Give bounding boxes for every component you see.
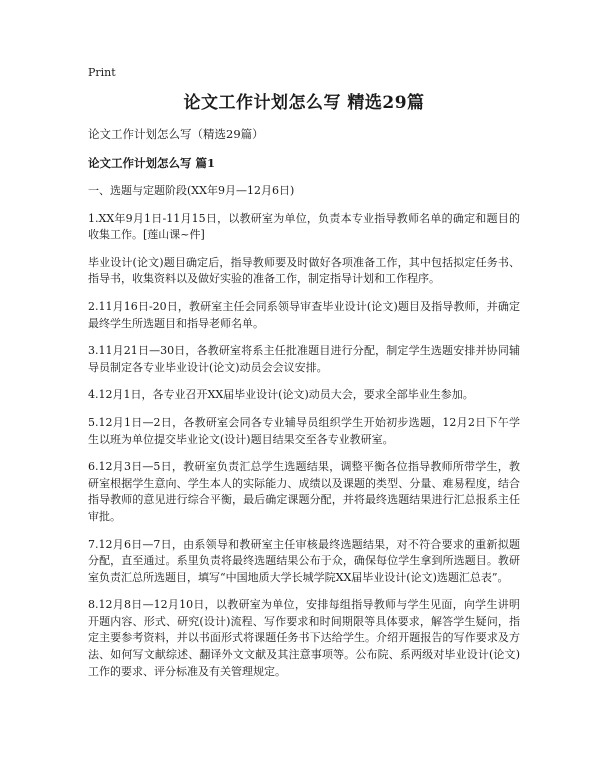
paragraph-1-detail: 毕业设计(论文)题目确定后，指导教师要及时做好各项准备工作，其中包括拟定任务书、指导书，收集资料以及做好实验的准备工作，制定指导计划和工作程序。 bbox=[88, 255, 520, 286]
paragraph-8: 8.12月8日—12月10日，以教研室为单位，安排每组指导教师与学生见面，向学生讲明开题内容、形式、研究(设计)流程、写作要求和时间期限等具体要求，解答学生疑问，指定主要参考资料，并以书面形式将课题任务书下达给学生。介绍开题报告的写作要求及方法、如何写文献综述、翻译外文文献及其注意事项等。公布院、系两级对毕业设计(论文)工作的要求、评分标准及有关管理规定。 bbox=[88, 598, 520, 678]
document-title: 论文工作计划怎么写 精选29篇 bbox=[183, 93, 425, 113]
paragraph-1: 1.XX年9月1日-11月15日，以教研室为单位，负责本专业指导教师名单的确定和题目的收集工作。[莲山课~件] bbox=[88, 211, 520, 242]
paragraph-6: 6.12月3日—5日，教研室负责汇总学生选题结果，调整平衡各位指导教师所带学生，教研室根据学生意向、学生本人的实际能力、成绩以及课题的类型、分量、难易程度，结合指导教师的意见进行综合平衡，最后确定课题分配，并将最终选题结果进行汇总报系主任审批。 bbox=[88, 460, 520, 523]
section-heading: 论文工作计划怎么写 篇1 bbox=[88, 156, 216, 170]
print-label: Print bbox=[88, 66, 116, 79]
paragraph-3: 3.11月21日—30日，各教研室将系主任批准题目进行分配，制定学生选题安排并协同辅导员制定各专业毕业设计(论文)动员会会议安排。 bbox=[88, 344, 520, 374]
paragraph-2: 2.11月16日-20日，教研室主任会同系领导审查毕业设计(论文)题目及指导教师，并确定最终学生所选题目和指导老师名单。 bbox=[88, 299, 520, 330]
paragraph-7: 7.12月6日—7日，由系领导和教研室主任审核最终选题结果，对不符合要求的重新拟题分配，直至通过。系里负责将最终选题结果公布于众，确保每位学生拿到所选题目。教研室负责汇总所选题目，填写“中国地质大学长城学院XX届毕业设计(论文)选题汇总表”。 bbox=[88, 537, 520, 584]
paragraph-4: 4.12月1日，各专业召开XX届毕业设计(论文)动员大会，要求全部毕业生参加。 bbox=[88, 388, 474, 402]
paragraph-stage-heading: 一、选题与定题阶段(XX年9月—12月6日) bbox=[88, 184, 295, 197]
document-page bbox=[88, 66, 520, 691]
paragraph-5: 5.12月1日—2日，各教研室会同各专业辅导员组织学生开始初步选题，12月2日下午学生以班为单位提交毕业论文(设计)题目结果交至各专业教研室。 bbox=[88, 415, 520, 446]
document-subtitle: 论文工作计划怎么写（精选29篇） bbox=[88, 127, 264, 141]
